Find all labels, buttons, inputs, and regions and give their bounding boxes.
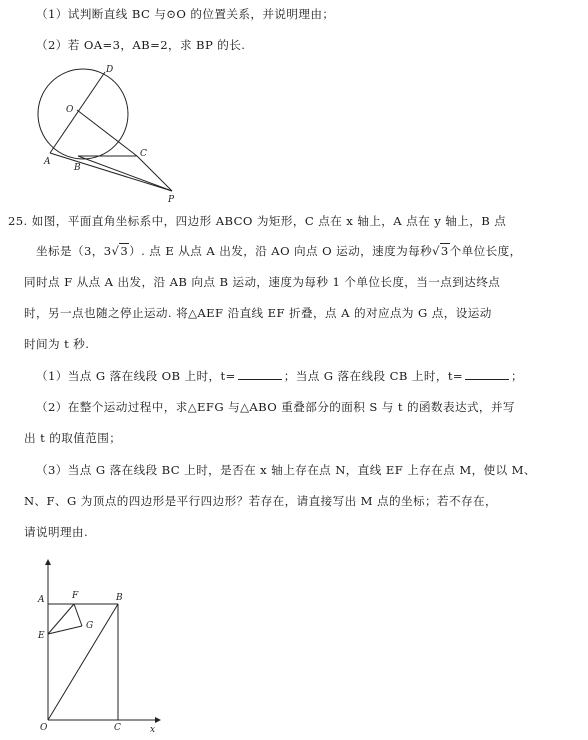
sqrt-radicand: 3 [120, 244, 129, 258]
q25-line1 [8, 213, 506, 229]
figure-rectangle [30, 558, 170, 738]
sqrt-symbol: √3 [111, 244, 129, 258]
label-G: G [86, 621, 94, 631]
q25-part3-c: 请说明理由. [24, 525, 89, 539]
answer-blank-1[interactable] [238, 369, 282, 380]
label-P: P [168, 195, 175, 205]
label-A2: A [38, 595, 45, 605]
label-O: O [66, 105, 74, 115]
q25-line2 [36, 243, 522, 259]
sqrt-radicand-2: 3 [440, 244, 449, 258]
label-D: D [106, 65, 114, 75]
label-B: B [74, 163, 81, 173]
sqrt-symbol-2: √3 [432, 244, 449, 258]
q25-part1 [36, 368, 523, 384]
q25-line2-b: ）. 点 E 从点 A 出发，沿 AO 向点 O 运动，速度为每秒 [129, 244, 433, 258]
q25-part2-b: 出 t 的取值范围； [24, 431, 122, 445]
figure-circle [30, 60, 200, 205]
label-O2: O [40, 723, 48, 733]
prev-part1: （1）试判断直线 BC 与⊙O 的位置关系，并说明理由； [36, 7, 335, 21]
q25-part1-a: （1）当点 G 落在线段 OB 上时，t= [36, 369, 236, 383]
q25-part3-a: （3）当点 G 落在线段 BC 上时，是否在 x 轴上存在点 N，直线 EF 上存在点 M，使以 M、 [36, 463, 536, 477]
label-A: A [44, 157, 51, 167]
q25-number: 25. [8, 214, 28, 228]
label-x-axis: x [150, 725, 156, 735]
q25-line4: 时，另一点也随之停止运动. 将△AEF 沿直线 EF 折叠，点 A 的对应点为 G 点，设运动 [24, 306, 492, 320]
label-B2: B [116, 593, 123, 603]
answer-blank-2[interactable] [465, 369, 509, 380]
q25-line1-text: 如图，平面直角坐标系中，四边形 ABCO 为矩形，C 点在 x 轴上，A 点在 y 轴上，B 点 [31, 214, 507, 228]
q25-part3-b: N、F、G 为顶点的四边形是平行四边形？若存在，请直接写出 M 点的坐标；若不存在， [24, 494, 497, 508]
q25-part2-a: （2）在整个运动过程中，求△EFG 与△ABO 重叠部分的面积 S 与 t 的函数表达式，并写 [36, 400, 515, 414]
q25-line5: 时间为 t 秒. [24, 337, 90, 351]
prev-part2: （2）若 OA=3，AB=2，求 BP 的长. [36, 38, 246, 52]
label-C: C [140, 149, 147, 159]
label-E: E [38, 631, 45, 641]
label-C2: C [114, 723, 121, 733]
q25-part1-b: ；当点 G 落在线段 CB 上时，t= [283, 369, 464, 383]
q25-line2-c: 个单位长度， [449, 244, 522, 258]
q25-part1-c: ； [511, 369, 524, 383]
label-F: F [72, 591, 79, 601]
q25-line2-a: 坐标是（3，3 [36, 244, 112, 258]
q25-line3: 同时点 F 从点 A 出发，沿 AB 向点 B 运动，速度为每秒 1 个单位长度，当一点到达终点 [24, 275, 501, 289]
